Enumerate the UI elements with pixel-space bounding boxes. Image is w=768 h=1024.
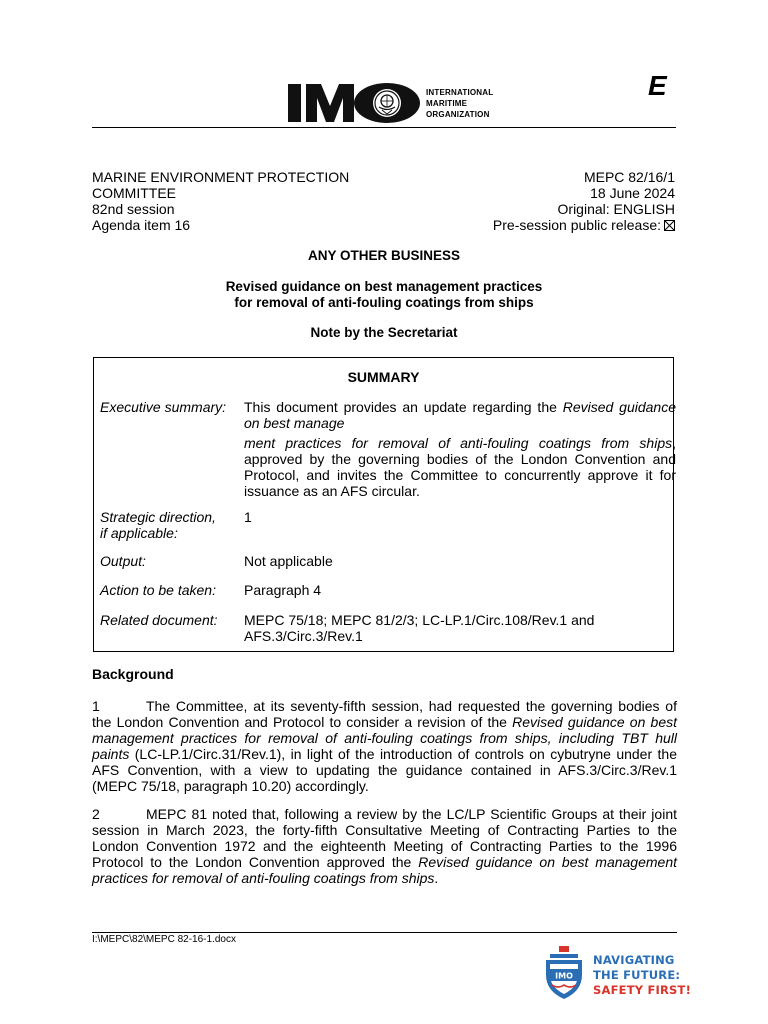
session: 82nd session <box>92 201 175 217</box>
related-doc-4: AFS.3/Circ.3/Rev.1 <box>244 628 363 644</box>
slogan-line1: NAVIGATING <box>593 953 675 967</box>
imo-letters-logo <box>286 80 422 126</box>
paragraph-number: 2 <box>92 806 100 822</box>
action-value: Paragraph 4 <box>244 582 322 598</box>
doc-symbol: MEPC 82/16/1 <box>583 169 675 185</box>
related-document-value: MEPC 75/18; MEPC 81/2/3; LC-LP.1/Circ.108/Rev.1 and AFS.3/Circ.3/Rev.1 <box>244 612 676 644</box>
paragraph-2: 2 MEPC 81 noted that, following a review by the LC/LP Scientific Groups at their joint session in March 2023, the forty-fifth Consultative Meeting of Contracting Parties to the London Convention 1972 and the eighteenth Meeting of Contracting Parties to the 1996 Protocol to the London Convention approved the Revised guidance on best management practices for removal of anti-fouling coatings from ships. <box>92 806 677 886</box>
campaign-slogan <box>593 953 691 998</box>
strategic-direction-value: 1 <box>244 509 252 525</box>
document-info <box>493 169 675 233</box>
summary-title: SUMMARY <box>347 369 420 385</box>
executive-summary-label: Executive summary: <box>100 399 227 415</box>
related-doc-2: MEPC 81/2/3; <box>331 612 419 628</box>
note-by: Note by the Secretariat <box>310 325 458 340</box>
document-title <box>92 279 676 311</box>
org-name-line1: INTERNATIONAL <box>426 88 494 97</box>
paragraph-number: 1 <box>92 698 100 714</box>
doc-date: 18 June 2024 <box>590 185 675 201</box>
committee-name: MARINE ENVIRONMENT PROTECTION <box>92 169 350 185</box>
committee-name-cont: COMMITTEE <box>92 185 176 201</box>
summary-box <box>93 357 674 652</box>
background-heading: Background <box>92 666 174 682</box>
related-doc-3: LC-LP.1/Circ.108/Rev.1 <box>422 612 568 628</box>
org-name-line3: ORGANIZATION <box>426 110 490 119</box>
output-value: Not applicable <box>244 553 333 569</box>
public-release: Pre-session public release: <box>493 217 675 233</box>
header-rule <box>92 127 676 128</box>
output-label: Output: <box>100 553 146 569</box>
checked-box-icon <box>664 220 675 231</box>
committee-info <box>92 169 349 233</box>
paragraph-1: 1 The Committee, at its seventy-fifth session, had requested the governing bodies of the London Convention and Protocol to consider a revision of the Revised guidance on best management practices for removal of anti-fouling coatings from ships, including TBT hull paints (LC-LP.1/Circ.31/Rev.1), in light of the introduction of controls on cybutryne under the AFS Convention, with a view to updating the guidance contained in AFS.3/Circ.3/Rev.1 (MEPC 75/18, paragraph 10.20) accordingly. <box>92 698 677 794</box>
agenda-item: Agenda item 16 <box>92 217 191 233</box>
navigating-future-badge-icon <box>540 945 588 1001</box>
action-label: Action to be taken: <box>100 582 216 598</box>
org-name-line2: MARITIME <box>426 99 468 108</box>
org-name <box>426 87 493 120</box>
related-document-label: Related document: <box>100 612 218 628</box>
original-language: Original: ENGLISH <box>557 201 675 217</box>
badge-text: IMO <box>555 971 573 981</box>
document-title-line2: for removal of anti-fouling coatings from ships <box>234 295 534 310</box>
footer-rule <box>92 932 677 933</box>
strategic-direction-label: Strategic direction, if applicable: <box>100 509 216 541</box>
executive-summary-value: This document provides an update regarding the Revised guidance on best manage ment practices for removal of anti-fouling coatings from ships, approved by the governing bodies of the London Convention and Protocol, and invites the Committee to concurrently approve it for issuance as an AFS circular. <box>244 399 676 499</box>
slogan-line2: THE FUTURE: <box>593 968 681 982</box>
slogan-line3: SAFETY FIRST! <box>593 983 692 997</box>
language-mark: E <box>648 70 667 101</box>
related-doc-1: MEPC 75/18; <box>244 612 328 628</box>
footer-file-path: I:\MEPC\82\MEPC 82-16-1.docx <box>92 934 236 945</box>
agenda-title: ANY OTHER BUSINESS <box>307 248 461 263</box>
imo-logo <box>286 80 516 126</box>
document-title-line1: Revised guidance on best management practices <box>225 279 543 294</box>
